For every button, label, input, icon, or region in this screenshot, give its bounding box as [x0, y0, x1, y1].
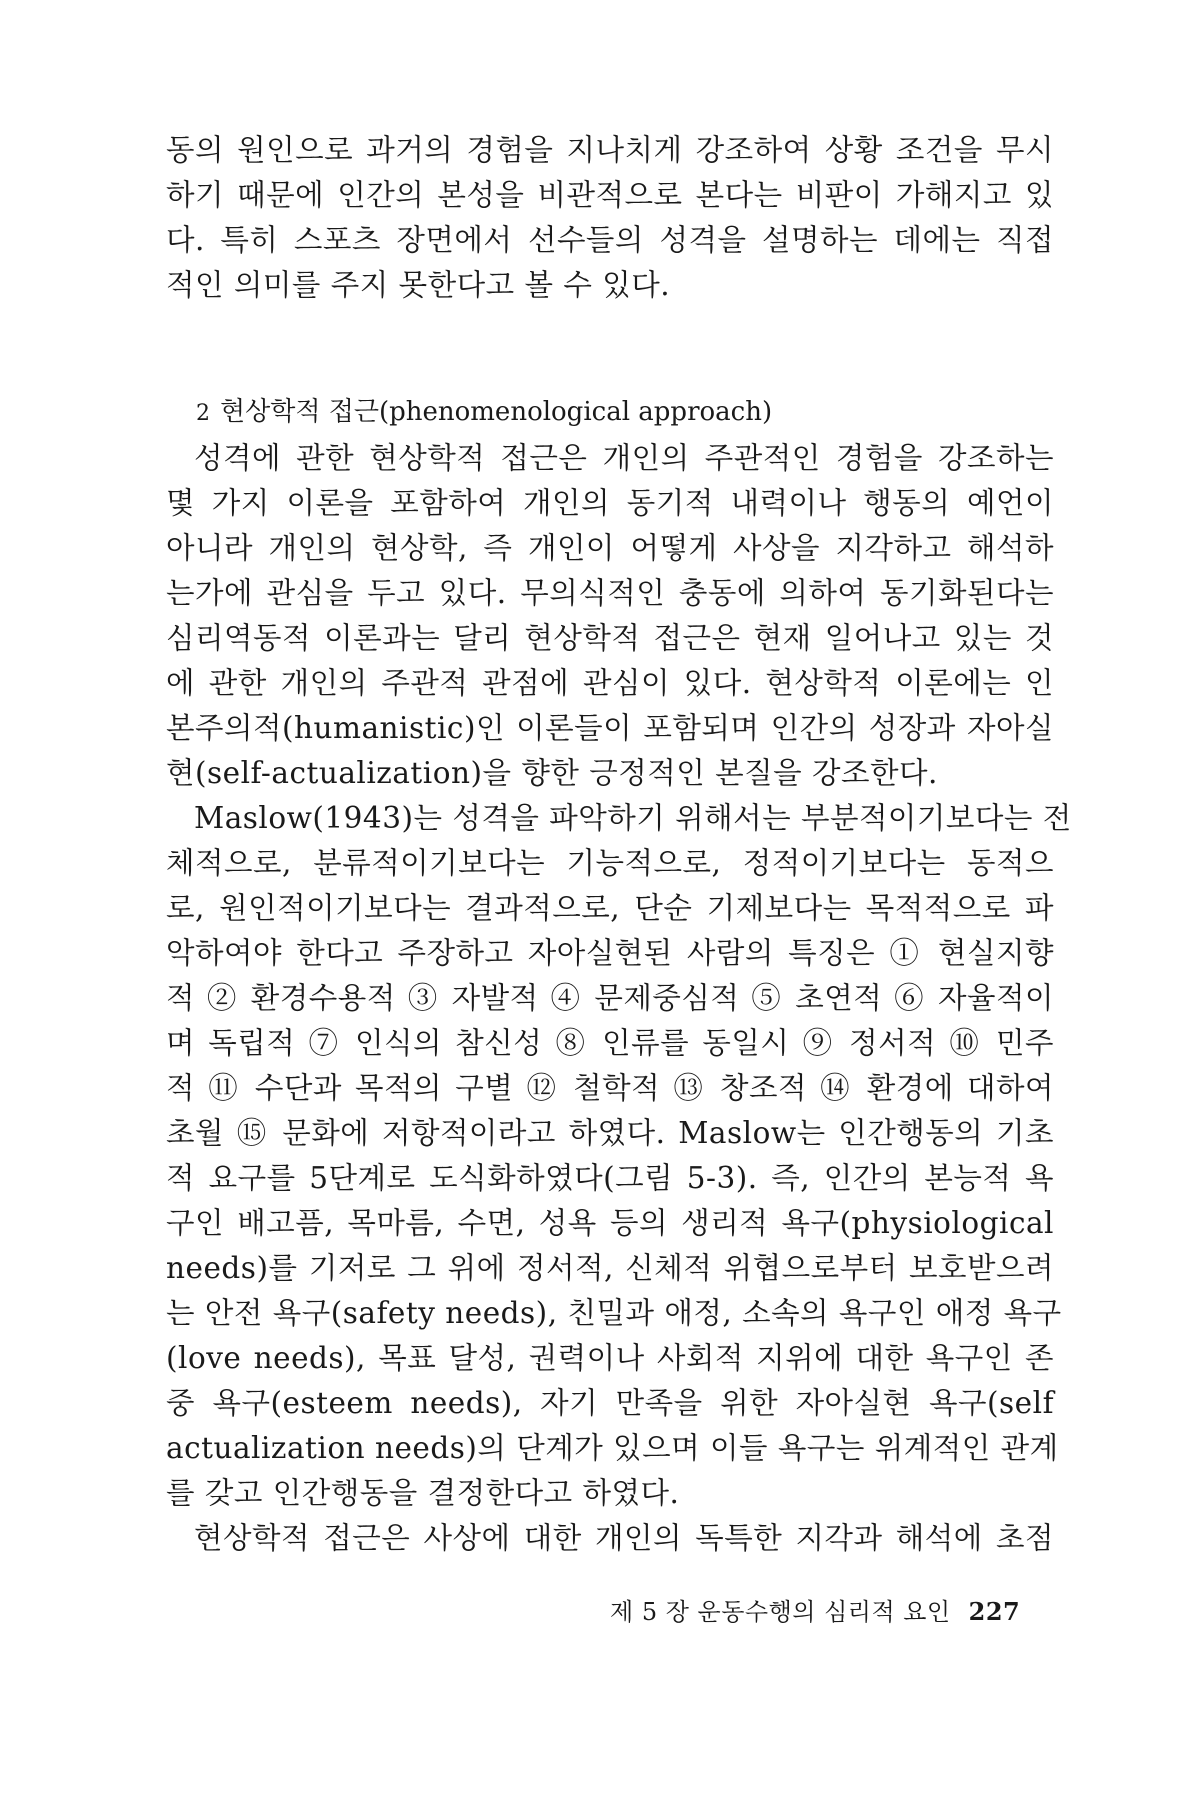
text-line: Maslow(1943)는 성격을 파악하기 위해서는 부분적이기보다는 전: [194, 801, 1072, 835]
text-line: 다. 특히 스포츠 장면에서 선수들의 성격을 설명하는 데에는 직접: [166, 223, 1054, 257]
text-line: 심리역동적 이론과는 달리 현상학적 접근은 현재 일어나고 있는 것: [166, 621, 1054, 655]
text-line: 며 독립적 ⑦ 인식의 참신성 ⑧ 인류를 동일시 ⑨ 정서적 ⑩ 민주: [166, 1026, 1054, 1060]
section-number: 2: [196, 401, 210, 426]
text-line: 본주의적(humanistic)인 이론들이 포함되며 인간의 성장과 자아실: [166, 711, 1054, 745]
section-heading: [196, 392, 772, 434]
page-number: 227: [968, 1597, 1021, 1626]
text-line: 아니라 개인의 현상학, 즉 개인이 어떻게 사상을 지각하고 해석하: [166, 531, 1054, 565]
text-line: 적 ⑪ 수단과 목적의 구별 ⑫ 철학적 ⑬ 창조적 ⑭ 환경에 대하여: [166, 1071, 1054, 1105]
text-line: 를 갖고 인간행동을 결정한다고 하였다.: [166, 1476, 680, 1510]
text-line: 초월 ⑮ 문화에 저항적이라고 하였다. Maslow는 인간행동의 기초: [166, 1116, 1054, 1150]
text-line: 체적으로, 분류적이기보다는 기능적으로, 정적이기보다는 동적으: [166, 846, 1054, 880]
paragraph-closing: [166, 1516, 1054, 1561]
text-line: 적 요구를 5단계로 도식화하였다(그림 5-3). 즉, 인간의 본능적 욕: [166, 1161, 1054, 1195]
text-line: 현(self-actualization)을 향한 긍정적인 본질을 강조한다.: [166, 756, 938, 790]
paragraph-phenomenological: [166, 436, 1054, 796]
paragraph-maslow: [166, 796, 1072, 1516]
section-title: 현상학적 접근(phenomenological approach): [220, 397, 773, 427]
text-line: (love needs), 목표 달성, 권력이나 사회적 지위에 대한 욕구인 존: [166, 1341, 1054, 1375]
text-line: 구인 배고픔, 목마름, 수면, 성욕 등의 생리적 욕구(physiological: [166, 1206, 1054, 1240]
text-line: 악하여야 한다고 주장하고 자아실현된 사람의 특징은 ① 현실지향: [166, 936, 1054, 970]
text-line: actualization needs)의 단계가 있으며 이들 욕구는 위계적인 관계: [166, 1431, 1059, 1465]
paragraph-continuation: [166, 128, 1054, 308]
text-line: 동의 원인으로 과거의 경험을 지나치게 강조하여 상황 조건을 무시: [166, 133, 1054, 167]
text-line: 중 욕구(esteem needs), 자기 만족을 위한 자아실현 욕구(self: [166, 1386, 1054, 1420]
text-line: 는 안전 욕구(safety needs), 친밀과 애정, 소속의 욕구인 애정 욕구: [166, 1296, 1062, 1330]
text-line: 성격에 관한 현상학적 접근은 개인의 주관적인 경험을 강조하는: [194, 441, 1054, 475]
text-line: 적인 의미를 주지 못한다고 볼 수 있다.: [166, 268, 671, 302]
text-line: 로, 원인적이기보다는 결과적으로, 단순 기제보다는 목적적으로 파: [166, 891, 1054, 925]
text-line: 몇 가지 이론을 포함하여 개인의 동기적 내력이나 행동의 예언이: [166, 486, 1054, 520]
text-line: needs)를 기저로 그 위에 정서적, 신체적 위협으로부터 보호받으려: [166, 1251, 1054, 1285]
page-footer: [610, 1594, 1020, 1630]
text-line: 현상학적 접근은 사상에 대한 개인의 독특한 지각과 해석에 초점: [194, 1521, 1054, 1555]
text-line: 는가에 관심을 두고 있다. 무의식적인 충동에 의하여 동기화된다는: [166, 576, 1054, 610]
text-line: 적 ② 환경수용적 ③ 자발적 ④ 문제중심적 ⑤ 초연적 ⑥ 자율적이: [166, 981, 1054, 1015]
text-line: 하기 때문에 인간의 본성을 비관적으로 본다는 비판이 가해지고 있: [166, 178, 1054, 212]
text-line: 에 관한 개인의 주관적 관점에 관심이 있다. 현상학적 이론에는 인: [166, 666, 1054, 700]
chapter-title: 제 5 장 운동수행의 심리적 요인: [610, 1598, 951, 1626]
